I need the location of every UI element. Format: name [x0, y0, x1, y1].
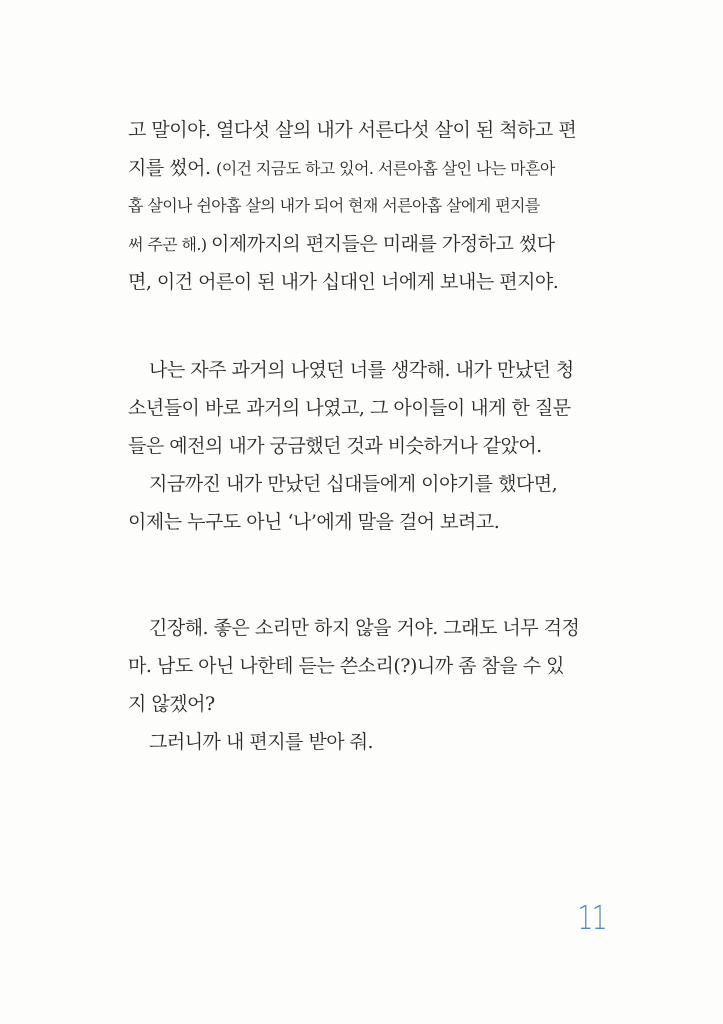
- text-span: 지를 썼어.: [128, 157, 217, 179]
- text-line: 긴장해. 좋은 소리만 하지 않을 거야. 그래도 너무 걱정: [149, 617, 580, 639]
- text-span: 이제까지의 편지들은 미래를 가정하고 썼다: [211, 233, 555, 255]
- parenthetical-text: (이건 지금도 하고 있어. 서른아홉 살인 나는 마흔아: [216, 159, 555, 178]
- text-span: 면, 이건 어른이 된 내가 십대인 너에게 보내는 편지야.: [128, 271, 559, 293]
- text-line: 그러니까 내 편지를 받아 줘.: [149, 731, 374, 753]
- text-line: [128, 111, 608, 149]
- paragraph-1: [128, 111, 608, 301]
- text-line: [128, 149, 608, 187]
- page-number: 11: [577, 898, 606, 937]
- text-span: 고 말이야. 열다섯 살의 내가 서른다섯 살이 된 척하고 편: [128, 119, 577, 141]
- text-line: [128, 225, 608, 263]
- paragraph-3: [128, 609, 608, 761]
- text-line: 이제는 누구도 아닌 ‘나’에게 말을 걸어 보려고.: [128, 511, 500, 533]
- text-line: 지 않겠어?: [128, 693, 215, 715]
- text-line: [128, 187, 608, 225]
- parenthetical-text: 써 주곤 해.): [128, 235, 212, 254]
- text-line: 소년들이 바로 과거의 나였고, 그 아이들이 내게 한 질문: [128, 397, 571, 419]
- text-line: 들은 예전의 내가 궁금했던 것과 비슷하거나 같았어.: [128, 435, 542, 457]
- text-line: 지금까진 내가 만났던 십대들에게 이야기를 했다면,: [149, 473, 558, 495]
- text-line: 마. 남도 아닌 나한테 듣는 쓴소리(?)니까 좀 참을 수 있: [128, 655, 564, 677]
- paragraph-2: [128, 351, 608, 541]
- text-line: [128, 263, 608, 301]
- parenthetical-text: 홉 살이나 쉰아홉 살의 내가 되어 현재 서른아홉 살에게 편지를: [128, 196, 540, 215]
- text-line: 나는 자주 과거의 나였던 너를 생각해. 내가 만났던 청: [149, 359, 574, 381]
